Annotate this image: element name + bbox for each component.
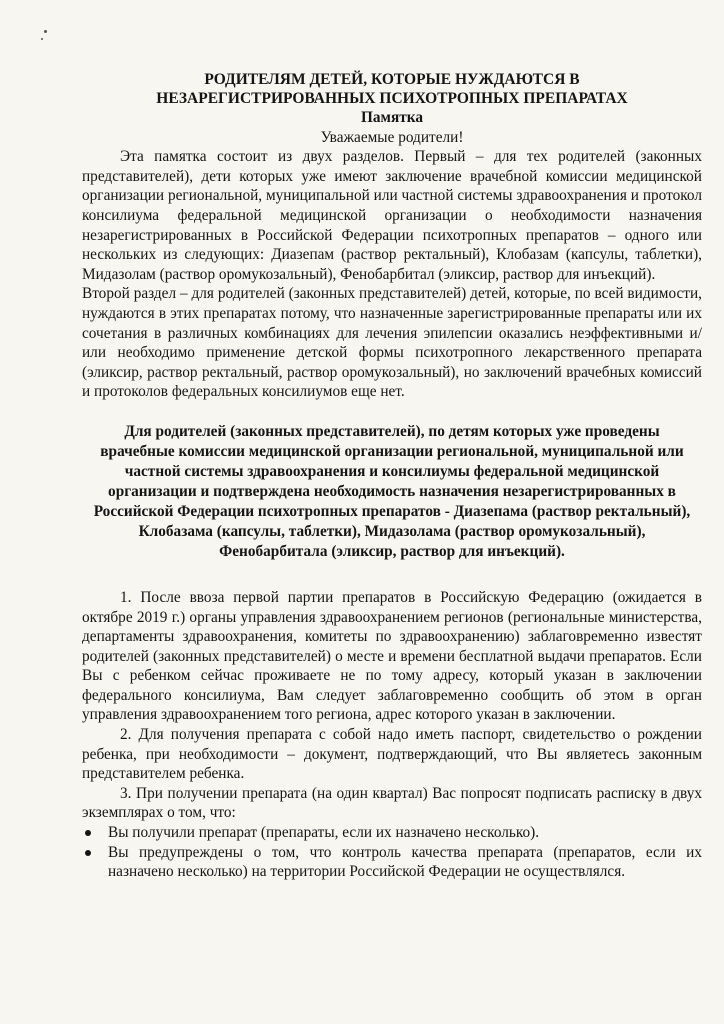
bullet-list: [82, 823, 702, 882]
document-content: [82, 70, 702, 882]
bullet-item: [82, 823, 702, 843]
numbered-item-3: 3. При получении препарата (на один квартал) Вас попросят подписать расписку в двух экземплярах о том, что:: [82, 784, 702, 822]
intro-paragraph-1: Эта памятка состоит из двух разделов. Первый – для тех родителей (законных представителей), дети которых уже имеют заключение врачебной комиссии медицинской организации региональной, муниципальной или частной системы здравоохранения и протокол консилиума федеральной медицинской организации о необходимости назначения незарегистрированных в Российской Федерации психотропных препаратов – одного или нескольких из следующих: Диазепам (раствор ректальный), Клобазам (капсулы, таблетки), Мидазолам (раствор оромукозальный), Фенобарбитал (эликсир, раствор для инъекций).: [82, 148, 702, 283]
document-title: [82, 70, 702, 108]
bullet-icon: [85, 850, 91, 856]
intro-paragraph-2: Второй раздел – для родителей (законных представителей) детей, которые, по всей видимости, нуждаются в этих препаратах потому, что назначенные зарегистрированные препараты или их сочетания в различных комбинациях для лечения эпилепсии оказались неэффективными и/или необходимо применение детской формы психотропного лекарственного препарата (эликсир, раствор ректальный, раствор оромукозальный), но заключений врачебных комиссий и протоколов федеральных консилиумов еще нет.: [82, 285, 702, 401]
document-subtitle: Памятка: [361, 109, 423, 126]
title-line-2: НЕЗАРЕГИСТРИРОВАННЫХ ПСИХОТРОПНЫХ ПРЕПАРАТАХ: [156, 90, 628, 107]
bullet-item: [82, 843, 702, 882]
bullet-text: Вы предупреждены о том, что контроль качества препарата (препаратов, если их назначено несколько) на территории Российской Федерации не осуществлялся.: [108, 843, 702, 881]
title-line-1: РОДИТЕЛЯМ ДЕТЕЙ, КОТОРЫЕ НУЖДАЮТСЯ В: [204, 71, 580, 88]
numbered-item-2: 2. Для получения препарата с собой надо иметь паспорт, свидетельство о рождении ребенка, при необходимости – документ, подтверждающий, что Вы являетесь законным представителем ребенка.: [82, 726, 702, 783]
numbered-item-1: 1. После ввоза первой партии препаратов в Российскую Федерацию (ожидается в октябре 2019 г.) органы управления здравоохранением регионов (региональные министерства, департаменты здравоохранения, комитеты по здравоохранению) заблаговременно известят родителей (законных представителей) о месте и времени бесплатной выдачи препаратов. Если Вы с ребенком сейчас проживаете не по тому адресу, который указан в заключении федерального консилиума, Вам следует заблаговременно сообщить об этом в орган управления здравоохранением того региона, адрес которого указан в заключении.: [82, 588, 702, 724]
scan-speck: [44, 30, 47, 33]
scan-speck: [41, 38, 43, 40]
bullet-icon: [85, 830, 91, 836]
section-heading: Для родителей (законных представителей), по детям которых уже проведены врачебные комиссии медицинской организации региональной, муниципальной или частной системы здравоохранения и консилиумы федеральной медицинской организации и подтверждена необходимость назначения незарегистрированных в Российской Федерации психотропных препаратов - Диазепама (раствор ректальный), Клобазама (капсулы, таблетки), Мидазолама (раствор оромукозальный), Фенобарбитала (эликсир, раствор для инъекций).: [93, 422, 691, 560]
bullet-text: Вы получили препарат (препараты, если их назначено несколько).: [108, 824, 540, 842]
greeting: Уважаемые родители!: [320, 128, 464, 146]
